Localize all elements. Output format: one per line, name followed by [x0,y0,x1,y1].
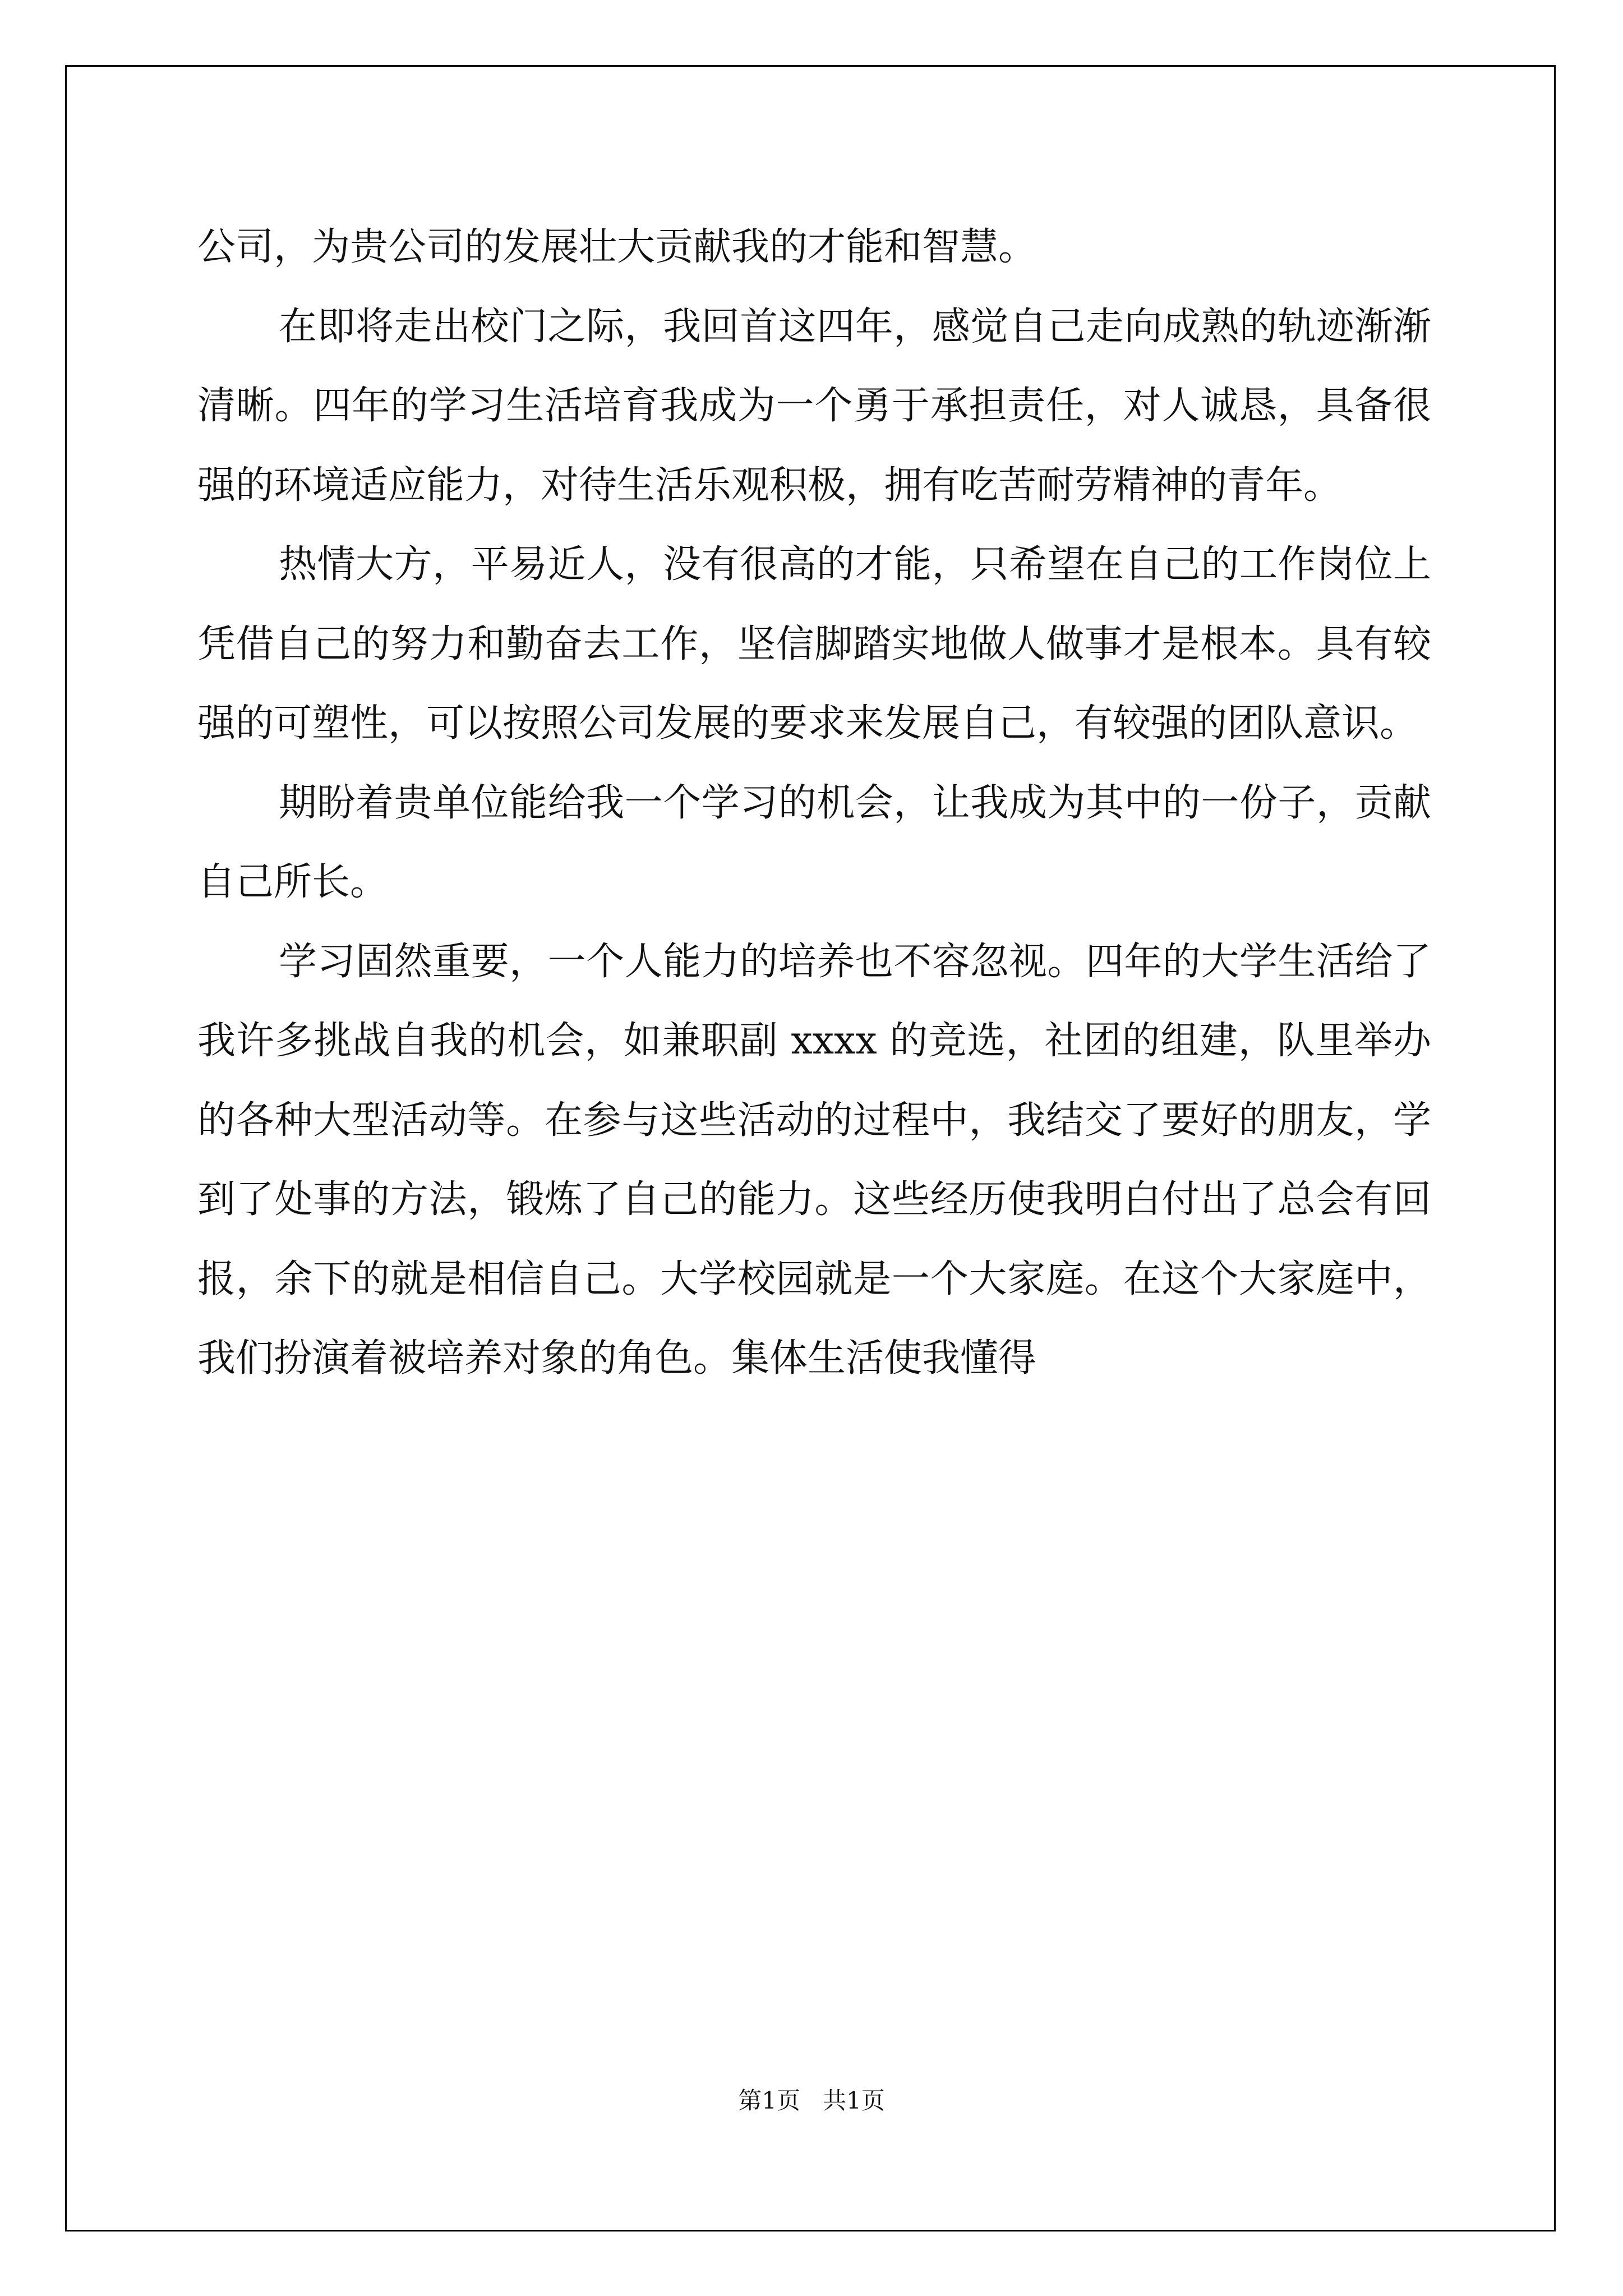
paragraph: 学习固然重要，一个人能力的培养也不容忽视。四年的大学生活给了我许多挑战自我的机会，如兼职副 xxxx 的竞选，社团的组建，队里举办的各种大型活动等。在参与这些活动的过程中，我结交了要好的朋友，学到了处事的方法，锻炼了自己的能力。这些经历使我明白付出了总会有回报，余下的就是相信自己。大学校园就是一个大家庭。在这个大家庭中，我们扮演着被培养对象的角色。集体生活使我懂得 [197,939,1431,1381]
page-number-label: 第1页 共1页 [738,2087,885,2114]
document-body [197,208,1431,1398]
paragraph: 热情大方，平易近人，没有很高的才能，只希望在自己的工作岗位上凭借自己的努力和勤奋去工作，坚信脚踏实地做人做事才是根本。具有较强的可塑性，可以按照公司发展的要求来发展自己，有较强的团队意识。 [197,542,1431,746]
paragraph: 在即将走出校门之际，我回首这四年，感觉自己走向成熟的轨迹渐渐清晰。四年的学习生活培育我成为一个勇于承担责任，对人诚恳，具备很强的环境适应能力，对待生活乐观积极，拥有吃苦耐劳精神的青年。 [197,304,1431,508]
page-footer [0,2082,1623,2116]
paragraph-continuation: 公司，为贵公司的发展壮大贡献我的才能和智慧。 [197,225,1037,269]
paragraph: 期盼着贵单位能给我一个学习的机会，让我成为其中的一份子，贡献自己所长。 [197,780,1431,904]
